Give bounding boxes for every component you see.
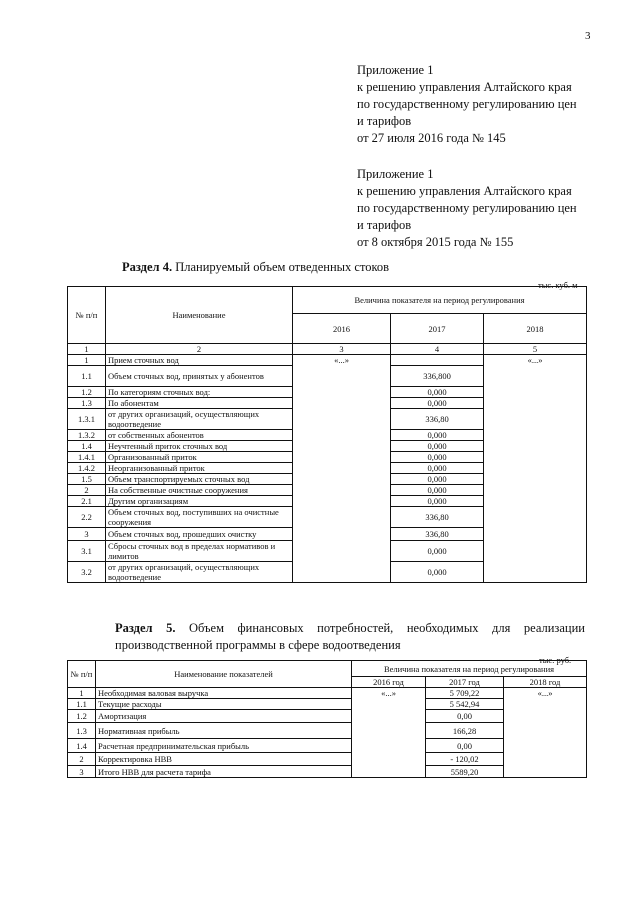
- section5-label: Раздел 5.: [115, 621, 176, 635]
- value-2017: 0,000: [391, 387, 484, 398]
- section4-unit: тыс. куб. м: [538, 280, 578, 290]
- year-header: 2016: [293, 314, 391, 344]
- row-number: 3.2: [68, 562, 106, 583]
- annex-previous: [357, 166, 577, 251]
- value-2017: 166,28: [426, 723, 504, 739]
- year-header: 2016 год: [352, 677, 426, 688]
- period-header: Величина показателя на период регулирования: [293, 287, 587, 314]
- value-2017: 0,000: [391, 430, 484, 441]
- year-header: 2018: [484, 314, 587, 344]
- table-row: [68, 688, 587, 699]
- value-2017: [391, 355, 484, 366]
- index-cell: 3: [293, 344, 391, 355]
- row-number: 1.3: [68, 398, 106, 409]
- annex-line: к решению управления Алтайского края: [357, 80, 572, 94]
- index-cell: 1: [68, 344, 106, 355]
- row-name: от других организаций, осуществляющих водоотведение: [106, 409, 293, 430]
- page-number: 3: [585, 30, 591, 42]
- col-name-header: Наименование: [106, 287, 293, 344]
- annex-line: от 27 июля 2016 года № 145: [357, 131, 506, 145]
- annex-line: Приложение 1: [357, 63, 434, 77]
- value-2017: 5 542,94: [426, 699, 504, 710]
- table-row: [68, 355, 587, 366]
- row-number: 1.4.1: [68, 452, 106, 463]
- row-number: 2: [68, 485, 106, 496]
- value-2017: 0,00: [426, 710, 504, 723]
- row-number: 3: [68, 528, 106, 541]
- row-name: Итого НВВ для расчета тарифа: [96, 766, 352, 778]
- annex-line: и тарифов: [357, 114, 412, 128]
- section4-table: [67, 286, 587, 583]
- row-number: 2: [68, 753, 96, 766]
- row-name: Объем сточных вод, принятых у абонентов: [106, 366, 293, 387]
- value-2017: 0,000: [391, 496, 484, 507]
- row-name: Нормативная прибыль: [96, 723, 352, 739]
- value-2018: «...»: [484, 355, 587, 583]
- section5-title-text: Объем финансовых потребностей, необходимых для реализации производственной программы в сфере водоотведения: [115, 621, 585, 652]
- row-number: 2.1: [68, 496, 106, 507]
- row-number: 1.2: [68, 710, 96, 723]
- row-number: 1.1: [68, 699, 96, 710]
- value-2017: 336,800: [391, 366, 484, 387]
- year-header: 2017 год: [426, 677, 504, 688]
- value-2017: 0,000: [391, 562, 484, 583]
- section5-title: [115, 620, 585, 654]
- section5-rows: [68, 688, 587, 778]
- row-name: Объем сточных вод, поступивших на очистные сооружения: [106, 507, 293, 528]
- row-name: Текущие расходы: [96, 699, 352, 710]
- value-2017: 0,000: [391, 474, 484, 485]
- value-2017: 0,000: [391, 541, 484, 562]
- value-2017: 336,80: [391, 507, 484, 528]
- section4-title-text: Планируемый объем отведенных стоков: [175, 260, 390, 274]
- row-number: 1.5: [68, 474, 106, 485]
- col-num-header: № п/п: [68, 287, 106, 344]
- annex-current: [357, 62, 577, 147]
- value-2018: «...»: [504, 688, 587, 778]
- period-header: Величина показателя на период регулирования: [352, 661, 587, 677]
- value-2017: 336,80: [391, 409, 484, 430]
- row-name: Амортизация: [96, 710, 352, 723]
- row-name: Необходимая валовая выручка: [96, 688, 352, 699]
- row-name: Сбросы сточных вод в пределах нормативов и лимитов: [106, 541, 293, 562]
- row-number: 1.4: [68, 441, 106, 452]
- row-number: 1.3.1: [68, 409, 106, 430]
- row-name: Неорганизованный приток: [106, 463, 293, 474]
- section5-table: [67, 660, 587, 778]
- index-cell: 5: [484, 344, 587, 355]
- index-cell: 2: [106, 344, 293, 355]
- value-2017: 0,000: [391, 398, 484, 409]
- value-2017: - 120,02: [426, 753, 504, 766]
- row-number: 1: [68, 688, 96, 699]
- row-name: Объем транспортируемых сточных вод: [106, 474, 293, 485]
- value-2017: 336,80: [391, 528, 484, 541]
- value-2017: 0,000: [391, 463, 484, 474]
- year-header: 2018 год: [504, 677, 587, 688]
- row-name: Прием сточных вод: [106, 355, 293, 366]
- value-2017: 0,000: [391, 485, 484, 496]
- section4-title: [122, 259, 389, 276]
- row-name: от собственных абонентов: [106, 430, 293, 441]
- row-number: 1.4: [68, 739, 96, 753]
- row-number: 1.2: [68, 387, 106, 398]
- value-2017: 5 709,22: [426, 688, 504, 699]
- row-name: Неучтенный приток сточных вод: [106, 441, 293, 452]
- row-name: По категориям сточных вод:: [106, 387, 293, 398]
- row-number: 3: [68, 766, 96, 778]
- row-number: 2.2: [68, 507, 106, 528]
- row-name: Другим организациям: [106, 496, 293, 507]
- row-name: На собственные очистные сооружения: [106, 485, 293, 496]
- index-cell: 4: [391, 344, 484, 355]
- row-name: Объем сточных вод, прошедших очистку: [106, 528, 293, 541]
- annex-line: от 8 октября 2015 года № 155: [357, 235, 514, 249]
- row-number: 1.1: [68, 366, 106, 387]
- annex-line: и тарифов: [357, 218, 412, 232]
- year-header: 2017: [391, 314, 484, 344]
- row-number: 1.3.2: [68, 430, 106, 441]
- section4-rows: [68, 355, 587, 583]
- annex-line: по государственному регулированию цен: [357, 97, 577, 111]
- value-2017: 0,00: [426, 739, 504, 753]
- col-num-header: № п/п: [68, 661, 96, 688]
- value-2017: 0,000: [391, 441, 484, 452]
- annex-line: Приложение 1: [357, 167, 434, 181]
- section5-unit: тыс. руб.: [539, 655, 572, 665]
- value-2016: «...»: [293, 355, 391, 583]
- row-number: 1: [68, 355, 106, 366]
- row-name: Корректировка НВВ: [96, 753, 352, 766]
- section4-label: Раздел 4.: [122, 260, 173, 274]
- row-name: По абонентам: [106, 398, 293, 409]
- row-name: Организованный приток: [106, 452, 293, 463]
- annex-line: по государственному регулированию цен: [357, 201, 577, 215]
- value-2016: «...»: [352, 688, 426, 778]
- value-2017: 0,000: [391, 452, 484, 463]
- annex-line: к решению управления Алтайского края: [357, 184, 572, 198]
- col-name-header: Наименование показателей: [96, 661, 352, 688]
- value-2017: 5589,20: [426, 766, 504, 778]
- row-name: Расчетная предпринимательская прибыль: [96, 739, 352, 753]
- row-number: 1.3: [68, 723, 96, 739]
- row-number: 3.1: [68, 541, 106, 562]
- row-number: 1.4.2: [68, 463, 106, 474]
- row-name: от других организаций, осуществляющих водоотведение: [106, 562, 293, 583]
